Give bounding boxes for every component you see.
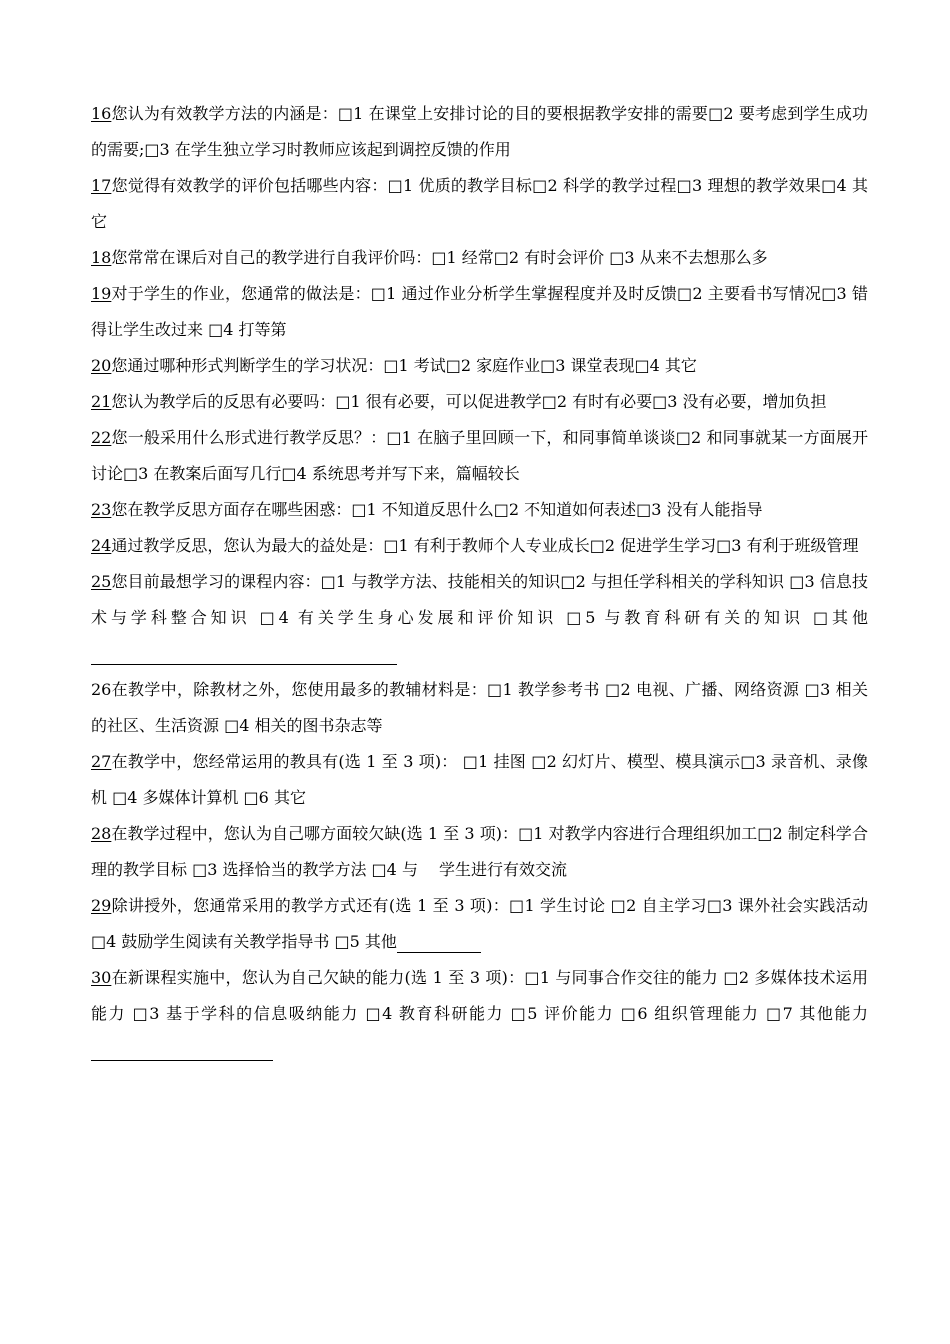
question-number: 24 [91, 536, 112, 555]
question-25 [91, 564, 868, 672]
question-21 [91, 384, 868, 420]
question-number: 18 [91, 248, 112, 267]
question-18 [91, 240, 868, 276]
question-number: 22 [91, 428, 112, 447]
question-text: 您觉得有效教学的评价包括哪些内容：□1 优质的教学目标□2 科学的教学过程□3 理想的教学效果□4 其它 [91, 176, 868, 231]
question-text: 在教学过程中，您认为自己哪方面较欠缺(选 1 至 3 项)：□1 对教学内容进行合理组织加工□2 制定科学合理的教学目标 □3 选择恰当的教学方法 □4 与 学生进行有效交流 [91, 824, 868, 879]
question-text: 您通过哪种形式判断学生的学习状况：□1 考试□2 家庭作业□3 课堂表现□4 其它 [111, 356, 697, 375]
question-number: 30 [91, 968, 112, 987]
question-text: 除讲授外，您通常采用的教学方式还有(选 1 至 3 项)：□1 学生讨论 □2 自主学习□3 课外社会实践活动 □4 鼓励学生阅读有关教学指导书 □5 其他 [91, 896, 868, 951]
question-text: 在教学中，您经常运用的教具有(选 1 至 3 项)： □1 挂图 □2 幻灯片、模型、模具演示□3 录音机、录像机 □4 多媒体计算机 □6 其它 [91, 752, 868, 807]
question-text: 在新课程实施中，您认为自己欠缺的能力(选 1 至 3 项)：□1 与同事合作交往的能力 □2 多媒体技术运用能力 □3 基于学科的信息吸纳能力 □4 教育科研能力 □5 评价能力 □6 组织管理能力 □7 其他能力 [91, 968, 868, 1023]
question-number: 23 [91, 500, 112, 519]
question-22 [91, 420, 868, 492]
question-number: 28 [91, 824, 112, 843]
answer-blank-line[interactable] [91, 1040, 273, 1061]
answer-blank-line[interactable] [397, 932, 481, 953]
question-number: 29 [91, 896, 112, 915]
question-text: 您认为教学后的反思有必要吗：□1 很有必要，可以促进教学□2 有时有必要□3 没有必要，增加负担 [111, 392, 827, 411]
question-text: 您目前最想学习的课程内容：□1 与教学方法、技能相关的知识□2 与担任学科相关的学科知识 □3 信息技术与学科整合知识 □4 有关学生身心发展和评价知识 □5 与教育科研有关的知识 □其他 [91, 572, 868, 627]
question-text: 对于学生的作业，您通常的做法是：□1 通过作业分析学生掌握程度并及时反馈□2 主要看书写情况□3 错得让学生改过来 □4 打等第 [91, 284, 868, 339]
question-text: 您认为有效教学方法的内涵是：□1 在课堂上安排讨论的目的要根据教学安排的需要□2 要考虑到学生成功的需要;□3 在学生独立学习时教师应该起到调控反馈的作用 [91, 104, 868, 159]
question-16 [91, 96, 868, 168]
question-number: 26 [91, 680, 112, 699]
question-number: 27 [91, 752, 112, 771]
question-number: 19 [91, 284, 112, 303]
question-17 [91, 168, 868, 240]
question-text: 通过教学反思，您认为最大的益处是：□1 有利于教师个人专业成长□2 促进学生学习□3 有利于班级管理 [111, 536, 859, 555]
question-30 [91, 960, 868, 1068]
question-text: 您一般采用什么形式进行教学反思？：□1 在脑子里回顾一下，和同事简单谈谈□2 和同事就某一方面展开讨论□3 在教案后面写几行□4 系统思考并写下来，篇幅较长 [91, 428, 868, 483]
question-20 [91, 348, 868, 384]
question-number: 20 [91, 356, 112, 375]
question-29 [91, 888, 868, 960]
question-number: 21 [91, 392, 112, 411]
question-text: 您常常在课后对自己的教学进行自我评价吗：□1 经常□2 有时会评价 □3 从来不去想那么多 [111, 248, 768, 267]
question-23 [91, 492, 868, 528]
question-number: 25 [91, 572, 112, 591]
question-28 [91, 816, 868, 888]
question-text: 在教学中，除教材之外，您使用最多的教辅材料是：□1 教学参考书 □2 电视、广播、网络资源 □3 相关的社区、生活资源 □4 相关的图书杂志等 [91, 680, 868, 735]
question-number: 16 [91, 104, 112, 123]
question-26 [91, 672, 868, 744]
question-27 [91, 744, 868, 816]
question-number: 17 [91, 176, 112, 195]
question-19 [91, 276, 868, 348]
question-24 [91, 528, 868, 564]
question-text: 您在教学反思方面存在哪些困惑：□1 不知道反思什么□2 不知道如何表述□3 没有人能指导 [111, 500, 763, 519]
answer-blank-line[interactable] [91, 644, 397, 665]
